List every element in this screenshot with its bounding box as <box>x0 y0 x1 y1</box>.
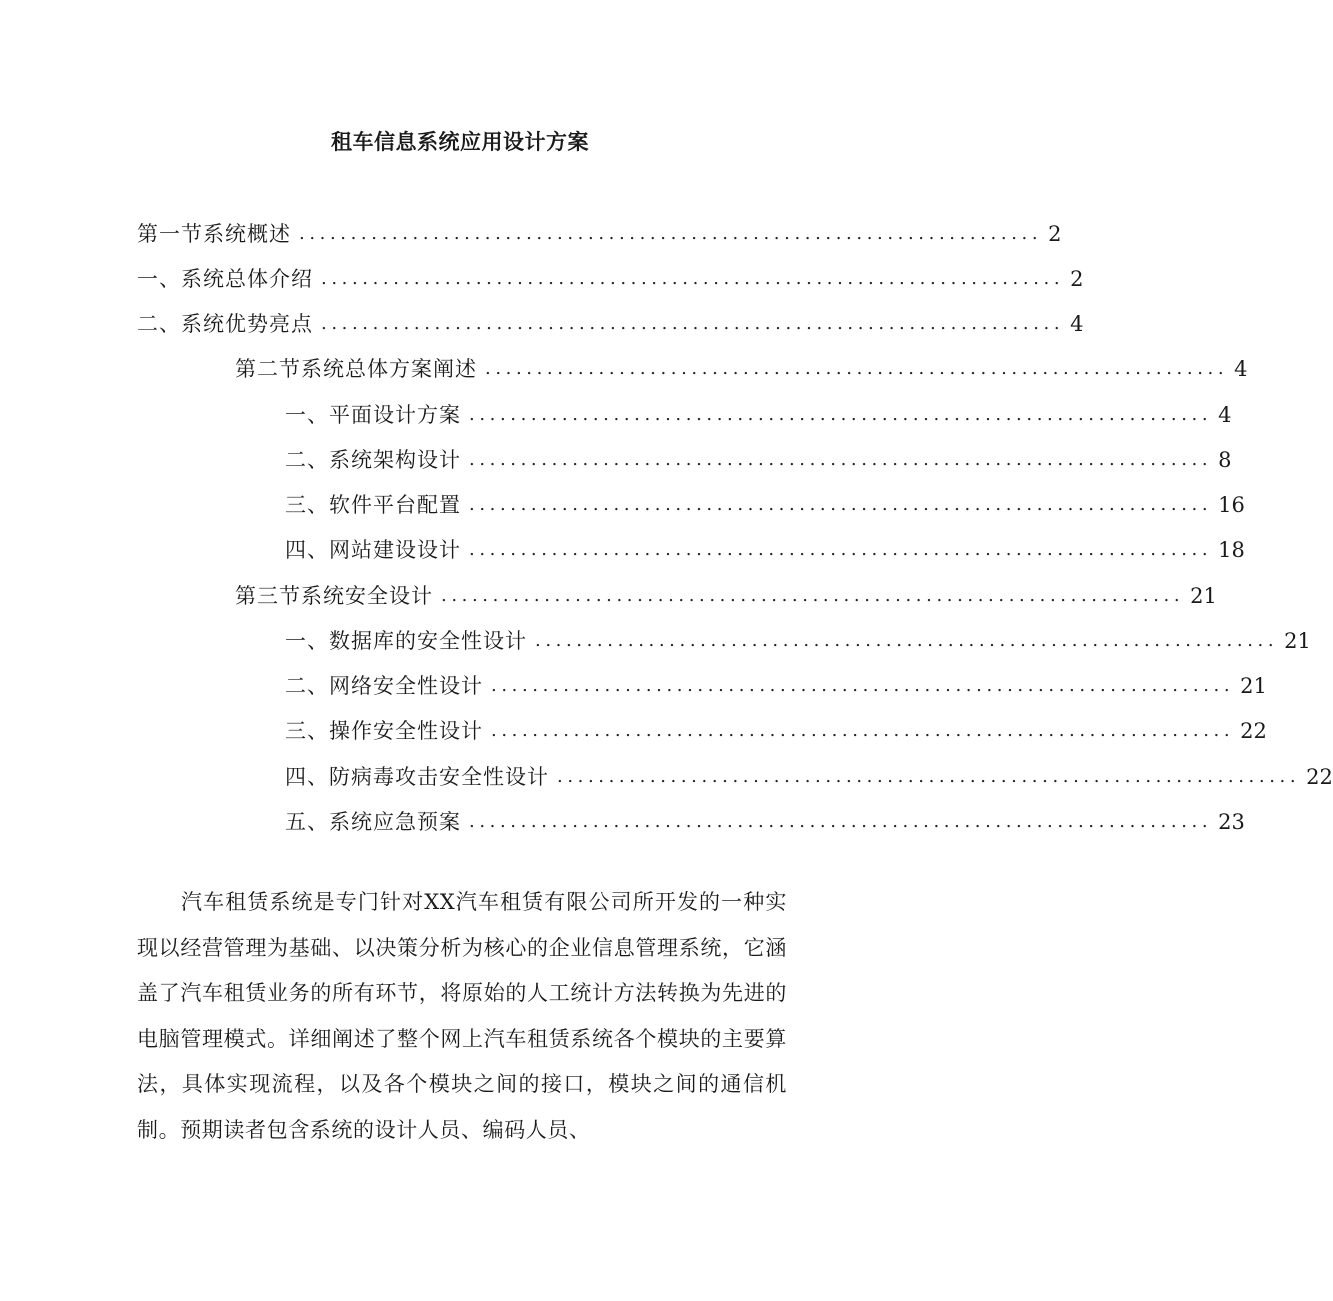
toc-entry-page: 21 <box>1284 629 1311 653</box>
toc-entry-label: 一、数据库的安全性设计 <box>285 629 527 653</box>
toc-leader-dots: ........................................................................ <box>321 268 1065 289</box>
toc-entry-label: 一、平面设计方案 <box>285 403 461 427</box>
toc-leader-dots: ........................................................................ <box>441 585 1185 606</box>
toc-leader-dots: ........................................................................ <box>485 358 1229 379</box>
document-title: 租车信息系统应用设计方案 <box>331 129 589 154</box>
toc-entry-label: 第一节系统概述 <box>137 222 291 246</box>
toc-entry-label: 四、防病毒攻击安全性设计 <box>285 765 549 789</box>
toc-leader-dots: ........................................................................ <box>557 766 1301 787</box>
toc-entry-label: 二、网络安全性设计 <box>285 674 483 698</box>
toc-entry-page: 23 <box>1218 810 1245 834</box>
toc-entry-section-2-4[interactable] <box>285 528 1245 572</box>
toc-leader-dots: ........................................................................ <box>469 404 1213 425</box>
toc-entry-page: 4 <box>1234 357 1248 381</box>
toc-leader-dots: ........................................................................ <box>535 630 1279 651</box>
toc-entry-page: 4 <box>1070 312 1084 336</box>
toc-entry-label: 三、软件平台配置 <box>285 493 461 517</box>
toc-entry-label: 第二节系统总体方案阐述 <box>235 357 477 381</box>
toc-entry-page: 16 <box>1218 493 1245 517</box>
toc-entry-section-2-2[interactable] <box>285 438 1232 482</box>
toc-entry-label: 五、系统应急预案 <box>285 810 461 834</box>
toc-entry-section-2-3[interactable] <box>285 483 1245 527</box>
toc-entry-section-3-4[interactable] <box>285 755 1333 799</box>
toc-entry-section-2-1[interactable] <box>285 393 1232 437</box>
toc-entry-section-1[interactable] <box>137 212 1062 256</box>
toc-entry-section-1-2[interactable] <box>137 302 1084 346</box>
toc-leader-dots: ........................................................................ <box>469 449 1213 470</box>
toc-entry-page: 22 <box>1240 719 1267 743</box>
toc-entry-label: 第三节系统安全设计 <box>235 584 433 608</box>
toc-entry-label: 三、操作安全性设计 <box>285 719 483 743</box>
toc-entry-section-2[interactable] <box>235 347 1248 391</box>
body-paragraph: 汽车租赁系统是专门针对XX汽车租赁有限公司所开发的一种实现以经营管理为基础、以决策分析为核心的企业信息管理系统，它涵盖了汽车租赁业务的所有环节，将原始的人工统计方法转换为先进的电脑管理模式。详细阐述了整个网上汽车租赁系统各个模块的主要算法，具体实现流程，以及各个模块之间的接口，模块之间的通信机制。预期读者包含系统的设计人员、编码人员、 <box>137 890 787 1142</box>
toc-entry-label: 二、系统优势亮点 <box>137 312 313 336</box>
toc-leader-dots: ........................................................................ <box>299 223 1043 244</box>
toc-entry-page: 8 <box>1218 448 1232 472</box>
toc-entry-page: 2 <box>1048 222 1062 246</box>
toc-entry-section-3-5[interactable] <box>285 800 1245 844</box>
toc-entry-section-3-2[interactable] <box>285 664 1267 708</box>
toc-entry-section-3-1[interactable] <box>285 619 1311 663</box>
toc-entry-page: 21 <box>1190 584 1217 608</box>
toc-entry-section-1-1[interactable] <box>137 257 1084 301</box>
toc-entry-section-3[interactable] <box>235 574 1217 618</box>
toc-leader-dots: ........................................................................ <box>321 313 1065 334</box>
toc-entry-page: 4 <box>1218 403 1232 427</box>
toc-leader-dots: ........................................................................ <box>491 720 1235 741</box>
toc-entry-label: 一、系统总体介绍 <box>137 267 313 291</box>
toc-leader-dots: ........................................................................ <box>469 494 1213 515</box>
toc-entry-page: 2 <box>1070 267 1084 291</box>
toc-leader-dots: ........................................................................ <box>491 675 1235 696</box>
toc-leader-dots: ........................................................................ <box>469 539 1213 560</box>
toc-entry-label: 四、网站建设设计 <box>285 538 461 562</box>
toc-entry-section-3-3[interactable] <box>285 709 1267 753</box>
toc-entry-page: 18 <box>1218 538 1245 562</box>
toc-entry-page: 21 <box>1240 674 1267 698</box>
toc-entry-page: 22 <box>1306 765 1333 789</box>
toc-entry-label: 二、系统架构设计 <box>285 448 461 472</box>
toc-leader-dots: ........................................................................ <box>469 811 1213 832</box>
